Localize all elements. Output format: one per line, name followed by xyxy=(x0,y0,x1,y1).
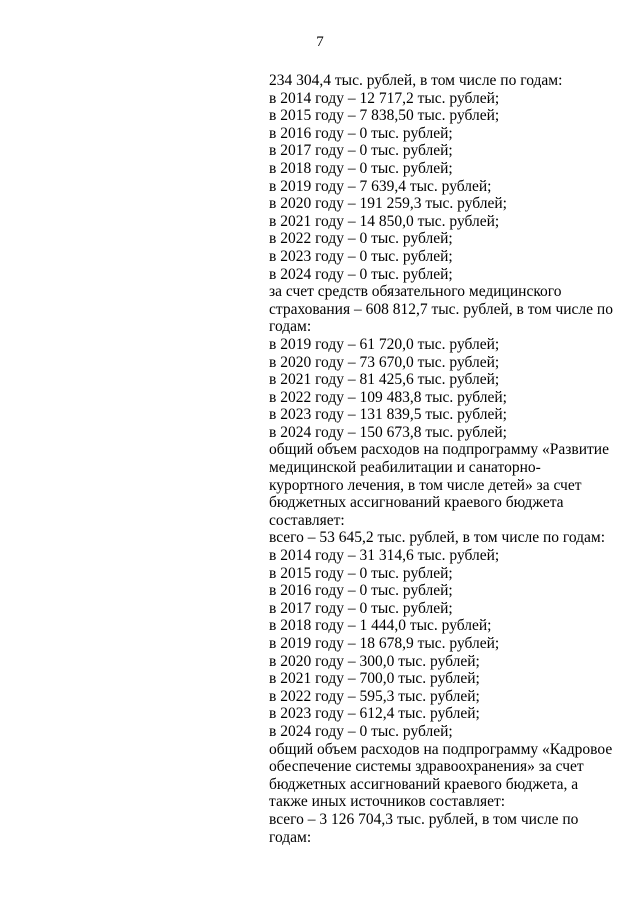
text-line: в 2014 году – 12 717,2 тыс. рублей; xyxy=(269,89,500,107)
text-line: в 2021 году – 81 425,6 тыс. рублей; xyxy=(269,371,500,389)
text-line: в 2017 году – 0 тыс. рублей; xyxy=(269,142,453,160)
text-line: в 2018 году – 1 444,0 тыс. рублей; xyxy=(269,617,492,635)
text-line: в 2021 году – 14 850,0 тыс. рублей; xyxy=(269,212,500,230)
text-line: всего – 53 645,2 тыс. рублей, в том числе по годам: xyxy=(269,529,606,547)
text-line: годам: xyxy=(269,318,312,336)
text-line: в 2019 году – 61 720,0 тыс. рублей; xyxy=(269,335,500,353)
text-line: общий объем расходов на подпрограмму «Кадровое xyxy=(269,740,613,758)
text-line: бюджетных ассигнований краевого бюджета xyxy=(269,494,564,512)
text-line: в 2014 году – 31 314,6 тыс. рублей; xyxy=(269,547,500,565)
text-column xyxy=(269,72,613,846)
text-line: за счет средств обязательного медицинского xyxy=(269,283,562,301)
text-line: медицинской реабилитации и санаторно- xyxy=(269,459,541,477)
text-line: общий объем расходов на подпрограмму «Развитие xyxy=(269,441,609,459)
text-line: в 2022 году – 109 483,8 тыс. рублей; xyxy=(269,388,507,406)
text-line: в 2024 году – 0 тыс. рублей; xyxy=(269,265,453,283)
text-line: также иных источников составляет: xyxy=(269,793,506,811)
text-line: в 2020 году – 73 670,0 тыс. рублей; xyxy=(269,353,500,371)
text-line: в 2020 году – 191 259,3 тыс. рублей; xyxy=(269,195,507,213)
text-line: в 2016 году – 0 тыс. рублей; xyxy=(269,124,453,142)
text-line: в 2018 году – 0 тыс. рублей; xyxy=(269,159,453,177)
text-line: в 2019 году – 7 639,4 тыс. рублей; xyxy=(269,177,492,195)
text-line: в 2020 году – 300,0 тыс. рублей; xyxy=(269,652,480,670)
text-line: в 2021 году – 700,0 тыс. рублей; xyxy=(269,670,480,688)
text-line: в 2023 году – 131 839,5 тыс. рублей; xyxy=(269,406,507,424)
text-line: в 2022 году – 595,3 тыс. рублей; xyxy=(269,687,480,705)
text-line: всего – 3 126 704,3 тыс. рублей, в том числе по xyxy=(269,810,579,828)
text-line: курортного лечения, в том числе детей» за счет xyxy=(269,476,582,494)
text-line: в 2019 году – 18 678,9 тыс. рублей; xyxy=(269,635,500,652)
text-line: в 2015 году – 0 тыс. рублей; xyxy=(269,564,453,582)
text-line: бюджетных ассигнований краевого бюджета, а xyxy=(269,775,579,793)
text-line: обеспечение системы здравоохранения» за счет xyxy=(269,758,584,776)
text-line: в 2023 году – 612,4 тыс. рублей; xyxy=(269,705,480,723)
text-line: страхования – 608 812,7 тыс. рублей, в том числе по xyxy=(269,300,613,318)
text-line: составляет: xyxy=(269,511,345,529)
text-line: в 2024 году – 150 673,8 тыс. рублей; xyxy=(269,423,507,441)
text-line: в 2023 году – 0 тыс. рублей; xyxy=(269,247,453,265)
page-number: 7 xyxy=(316,34,324,50)
text-line: в 2022 году – 0 тыс. рублей; xyxy=(269,230,453,248)
text-line: в 2016 году – 0 тыс. рублей; xyxy=(269,582,453,600)
text-line: в 2024 году – 0 тыс. рублей; xyxy=(269,722,453,740)
text-line: в 2017 году – 0 тыс. рублей; xyxy=(269,599,453,617)
text-line: в 2015 году – 7 838,50 тыс. рублей; xyxy=(269,107,500,125)
text-line: 234 304,4 тыс. рублей, в том числе по годам: xyxy=(269,72,563,89)
text-line: годам: xyxy=(269,828,312,846)
